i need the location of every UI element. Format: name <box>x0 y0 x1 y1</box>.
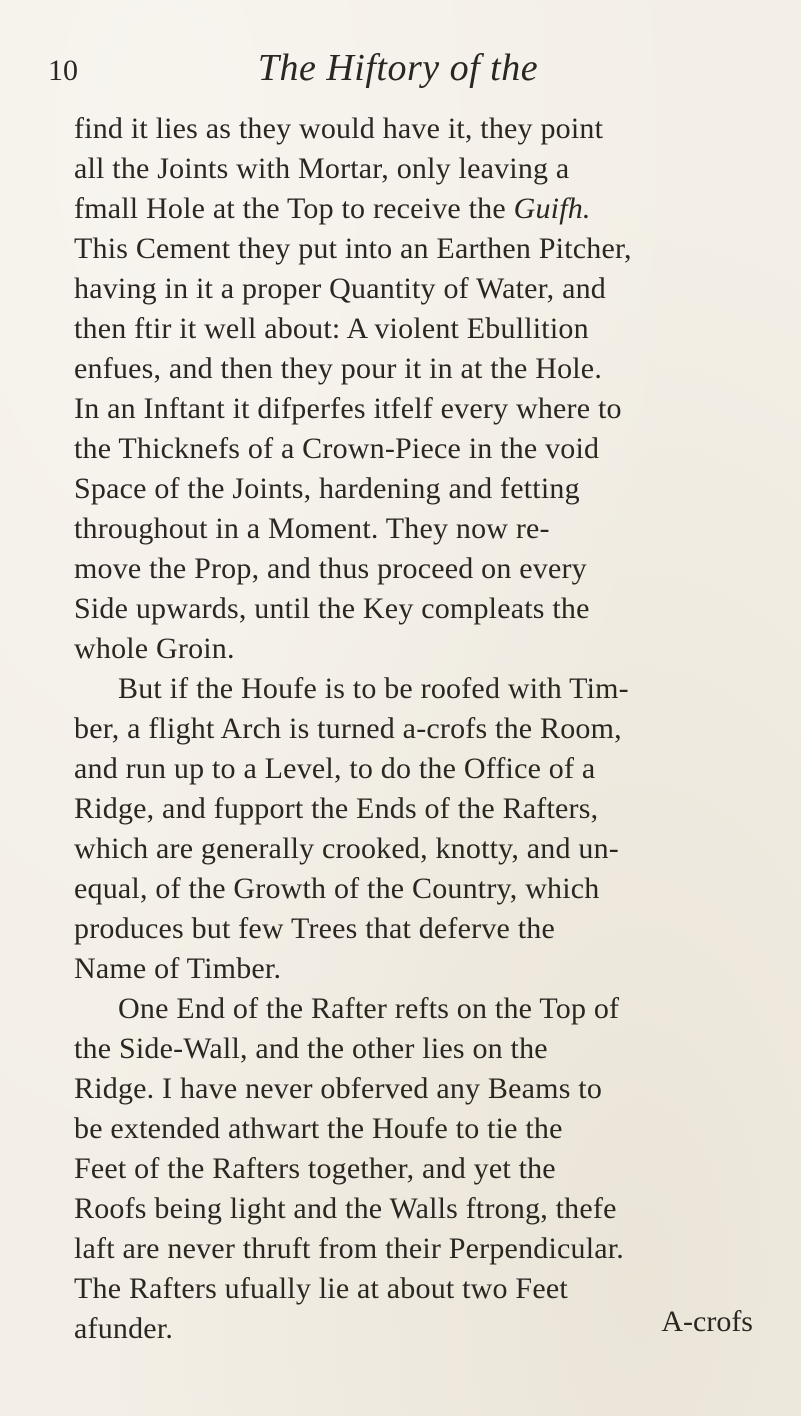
text-line: Name of Timber. <box>74 952 282 985</box>
text-line: In an Inftant it difperfes itfelf every where to <box>74 392 622 425</box>
text-line: Space of the Joints, hardening and fetting <box>74 472 580 505</box>
text-line: produces but few Trees that deferve the <box>74 912 555 945</box>
text-line-start: fmall Hole at the Top to receive the <box>74 192 514 225</box>
italic-word: Guifh. <box>513 192 591 225</box>
text-line: move the Prop, and thus proceed on every <box>74 552 587 585</box>
text-line: Ridge. I have never obferved any Beams to <box>74 1072 603 1105</box>
text-line: enfues, and then they pour it in at the Hole. <box>74 352 603 385</box>
text-line: then ftir it well about: A violent Ebullition <box>74 312 589 345</box>
page-number: 10 <box>48 54 78 87</box>
text-line: equal, of the Growth of the Country, which <box>74 872 600 905</box>
text-line: Feet of the Rafters together, and yet the <box>74 1152 556 1185</box>
text-line: the Side-Wall, and the other lies on the <box>74 1032 548 1065</box>
text-line: which are generally crooked, knotty, and un- <box>74 832 619 865</box>
text-line: Ridge, and fupport the Ends of the Rafters, <box>74 792 599 825</box>
text-line: But if the Houfe is to be roofed with Tim- <box>118 672 629 705</box>
text-line: afunder. <box>74 1312 174 1345</box>
text-line: and run up to a Level, to do the Office of a <box>74 752 596 785</box>
running-title: The Hiftory of the <box>257 47 539 89</box>
text-line: ber, a flight Arch is turned a-crofs the Room, <box>74 712 622 745</box>
text-line: This Cement they put into an Earthen Pitcher, <box>74 232 632 265</box>
catchword: A-crofs <box>661 1305 753 1338</box>
text-line: laft are never thruft from their Perpendicular. <box>74 1232 625 1265</box>
text-line: the Thicknefs of a Crown-Piece in the void <box>74 432 600 465</box>
text-line: be extended athwart the Houfe to tie the <box>74 1112 563 1145</box>
text-line: all the Joints with Mortar, only leaving a <box>74 152 570 185</box>
text-line: One End of the Rafter refts on the Top of <box>118 992 620 1025</box>
page-header <box>48 46 748 106</box>
text-line: whole Groin. <box>74 632 235 665</box>
text-line: having in it a proper Quantity of Water, and <box>74 272 606 305</box>
text-line: Side upwards, until the Key compleats the <box>74 592 590 625</box>
body-text <box>74 109 764 1349</box>
text-line: Roofs being light and the Walls ftrong, thefe <box>74 1192 617 1225</box>
text-line <box>74 189 764 229</box>
text-line: The Rafters ufually lie at about two Feet <box>74 1272 568 1305</box>
text-line: throughout in a Moment. They now re- <box>74 512 550 545</box>
text-line: find it lies as they would have it, they point <box>74 112 604 145</box>
